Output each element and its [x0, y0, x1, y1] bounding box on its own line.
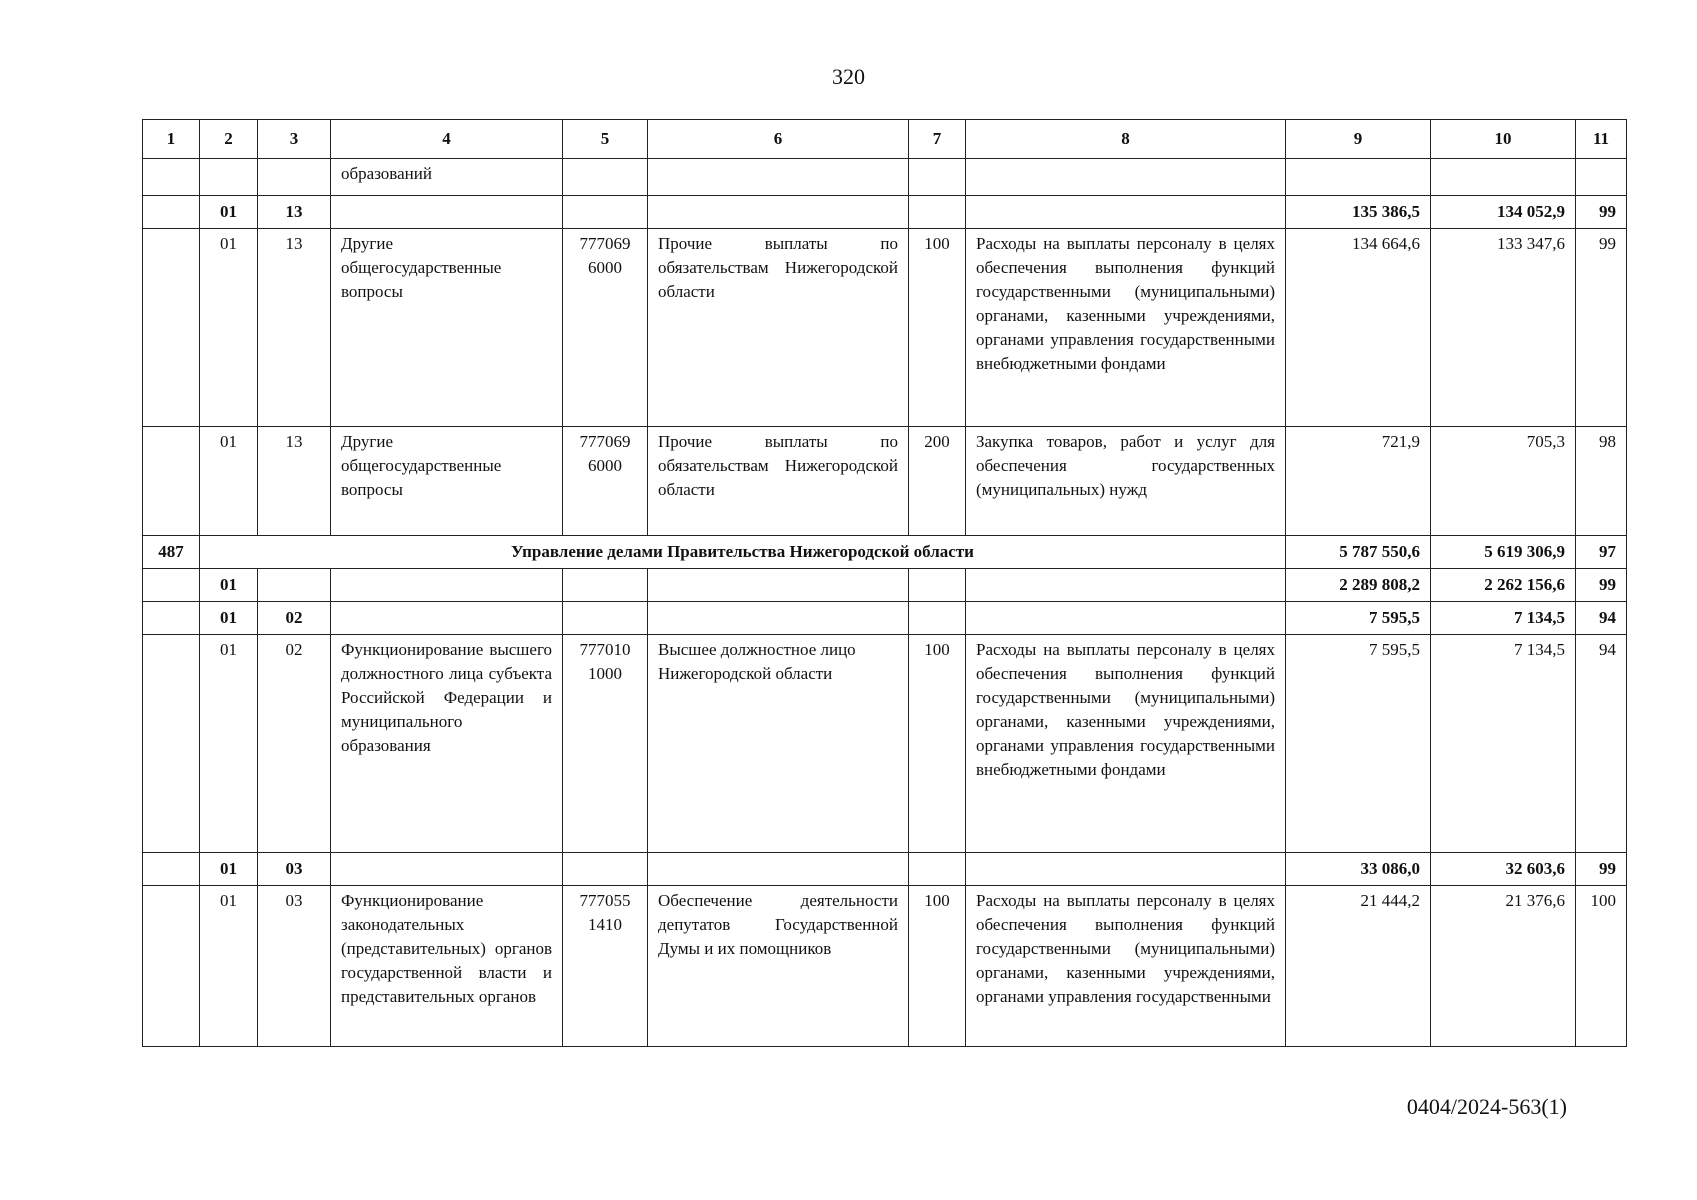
amount-cell: 135 386,5	[1286, 196, 1431, 229]
cell	[563, 196, 648, 229]
amount-cell: 7 595,5	[1286, 602, 1431, 635]
amount-cell: 2 289 808,2	[1286, 569, 1431, 602]
cell	[143, 159, 200, 196]
section-code-cell: 01	[200, 602, 258, 635]
target-name-cell: Прочие выплаты по обязательствам Нижегородской области	[648, 427, 909, 536]
target-code-cell: 777069 6000	[563, 427, 648, 536]
amount-cell: 133 347,6	[1431, 229, 1576, 427]
subsection-code-cell: 02	[258, 635, 331, 853]
header-cell: 9	[1286, 120, 1431, 159]
description-cell: Функционирование высшего должностного лица субъекта Российской Федерации и муниципального образования	[331, 635, 563, 853]
target-name-cell: Прочие выплаты по обязательствам Нижегородской области	[648, 229, 909, 427]
cell	[563, 853, 648, 886]
cell	[143, 427, 200, 536]
description-cell: образований	[331, 159, 563, 196]
cell	[331, 602, 563, 635]
cell	[648, 602, 909, 635]
header-cell: 6	[648, 120, 909, 159]
cell	[909, 159, 966, 196]
section-code-cell: 01	[200, 886, 258, 1047]
amount-cell: 721,9	[1286, 427, 1431, 536]
section-code-cell: 01	[200, 196, 258, 229]
target-code-cell: 777010 1000	[563, 635, 648, 853]
page-number: 320	[832, 64, 865, 89]
subsection-code-cell: 02	[258, 602, 331, 635]
cell	[331, 569, 563, 602]
cell	[1431, 159, 1576, 196]
header-cell: 1	[143, 120, 200, 159]
table-row	[143, 602, 1627, 635]
cell	[966, 853, 1286, 886]
cell	[648, 853, 909, 886]
cell	[648, 569, 909, 602]
cell	[563, 569, 648, 602]
header-cell: 11	[1576, 120, 1627, 159]
amount-cell: 5 619 306,9	[1431, 536, 1576, 569]
cell	[1576, 159, 1627, 196]
header-cell: 7	[909, 120, 966, 159]
ministry-code-cell: 487	[143, 536, 200, 569]
amount-cell: 7 134,5	[1431, 602, 1576, 635]
cell	[200, 159, 258, 196]
cell	[563, 602, 648, 635]
expense-type-code-cell: 200	[909, 427, 966, 536]
budget-table	[142, 119, 1627, 1047]
cell	[966, 159, 1286, 196]
cell	[909, 569, 966, 602]
expense-type-code-cell: 100	[909, 886, 966, 1047]
target-name-cell: Обеспечение деятельности депутатов Государственной Думы и их помощников	[648, 886, 909, 1047]
table-row	[143, 886, 1627, 1047]
header-cell: 4	[331, 120, 563, 159]
header-cell: 8	[966, 120, 1286, 159]
expense-type-name-cell: Расходы на выплаты персоналу в целях обеспечения выполнения функций государственными (муниципальными) органами, казенными учреждениями, органами управления государственными внебюджетными фондами	[966, 635, 1286, 853]
cell	[331, 853, 563, 886]
percent-cell: 99	[1576, 229, 1627, 427]
percent-cell: 99	[1576, 569, 1627, 602]
header-cell: 3	[258, 120, 331, 159]
cell	[648, 196, 909, 229]
section-code-cell: 01	[200, 229, 258, 427]
document-number: 0404/2024-563(1)	[1406, 1094, 1567, 1119]
cell	[143, 886, 200, 1047]
percent-cell: 99	[1576, 196, 1627, 229]
percent-cell: 94	[1576, 635, 1627, 853]
table-row	[143, 853, 1627, 886]
amount-cell: 21 376,6	[1431, 886, 1576, 1047]
subsection-code-cell: 13	[258, 427, 331, 536]
table-row	[143, 569, 1627, 602]
cell	[966, 569, 1286, 602]
amount-cell: 5 787 550,6	[1286, 536, 1431, 569]
cell	[143, 569, 200, 602]
ministry-title-cell: Управление делами Правительства Нижегородской области	[200, 536, 1286, 569]
cell	[258, 159, 331, 196]
description-cell: Другие общегосударственные вопросы	[331, 427, 563, 536]
cell	[143, 229, 200, 427]
amount-cell: 7 134,5	[1431, 635, 1576, 853]
cell	[1286, 159, 1431, 196]
percent-cell: 94	[1576, 602, 1627, 635]
amount-cell: 134 052,9	[1431, 196, 1576, 229]
cell	[909, 853, 966, 886]
table-row	[143, 229, 1627, 427]
cell	[143, 635, 200, 853]
description-cell: Другие общегосударственные вопросы	[331, 229, 563, 427]
cell	[966, 602, 1286, 635]
percent-cell: 100	[1576, 886, 1627, 1047]
percent-cell: 99	[1576, 853, 1627, 886]
cell	[143, 196, 200, 229]
amount-cell: 7 595,5	[1286, 635, 1431, 853]
expense-type-name-cell: Закупка товаров, работ и услуг для обеспечения государственных (муниципальных) нужд	[966, 427, 1286, 536]
target-code-cell: 777055 1410	[563, 886, 648, 1047]
table-row	[143, 536, 1627, 569]
cell	[909, 602, 966, 635]
amount-cell: 21 444,2	[1286, 886, 1431, 1047]
expense-type-name-cell: Расходы на выплаты персоналу в целях обеспечения выполнения функций государственными (муниципальными) органами, казенными учреждениями, органами управления государственными	[966, 886, 1286, 1047]
target-code-cell: 777069 6000	[563, 229, 648, 427]
amount-cell: 33 086,0	[1286, 853, 1431, 886]
cell	[331, 196, 563, 229]
cell	[143, 853, 200, 886]
cell	[143, 602, 200, 635]
cell	[258, 569, 331, 602]
table-row	[143, 159, 1627, 196]
cell	[909, 196, 966, 229]
expense-type-code-cell: 100	[909, 635, 966, 853]
table-header-row	[143, 120, 1627, 159]
subsection-code-cell: 13	[258, 229, 331, 427]
expense-type-code-cell: 100	[909, 229, 966, 427]
subsection-code-cell: 13	[258, 196, 331, 229]
table-row	[143, 427, 1627, 536]
cell	[563, 159, 648, 196]
header-cell: 10	[1431, 120, 1576, 159]
header-cell: 2	[200, 120, 258, 159]
header-cell: 5	[563, 120, 648, 159]
percent-cell: 98	[1576, 427, 1627, 536]
subsection-code-cell: 03	[258, 886, 331, 1047]
cell	[966, 196, 1286, 229]
cell	[648, 159, 909, 196]
section-code-cell: 01	[200, 427, 258, 536]
section-code-cell: 01	[200, 853, 258, 886]
amount-cell: 705,3	[1431, 427, 1576, 536]
percent-cell: 97	[1576, 536, 1627, 569]
subsection-code-cell: 03	[258, 853, 331, 886]
expense-type-name-cell: Расходы на выплаты персоналу в целях обеспечения выполнения функций государственными (муниципальными) органами, казенными учреждениями, органами управления государственными внебюджетными фондами	[966, 229, 1286, 427]
target-name-cell: Высшее должностное лицо Нижегородской области	[648, 635, 909, 853]
amount-cell: 134 664,6	[1286, 229, 1431, 427]
amount-cell: 32 603,6	[1431, 853, 1576, 886]
table-row	[143, 196, 1627, 229]
amount-cell: 2 262 156,6	[1431, 569, 1576, 602]
section-code-cell: 01	[200, 569, 258, 602]
table-row	[143, 635, 1627, 853]
section-code-cell: 01	[200, 635, 258, 853]
description-cell: Функционирование законодательных (представительных) органов государственной власти и представительных органов	[331, 886, 563, 1047]
